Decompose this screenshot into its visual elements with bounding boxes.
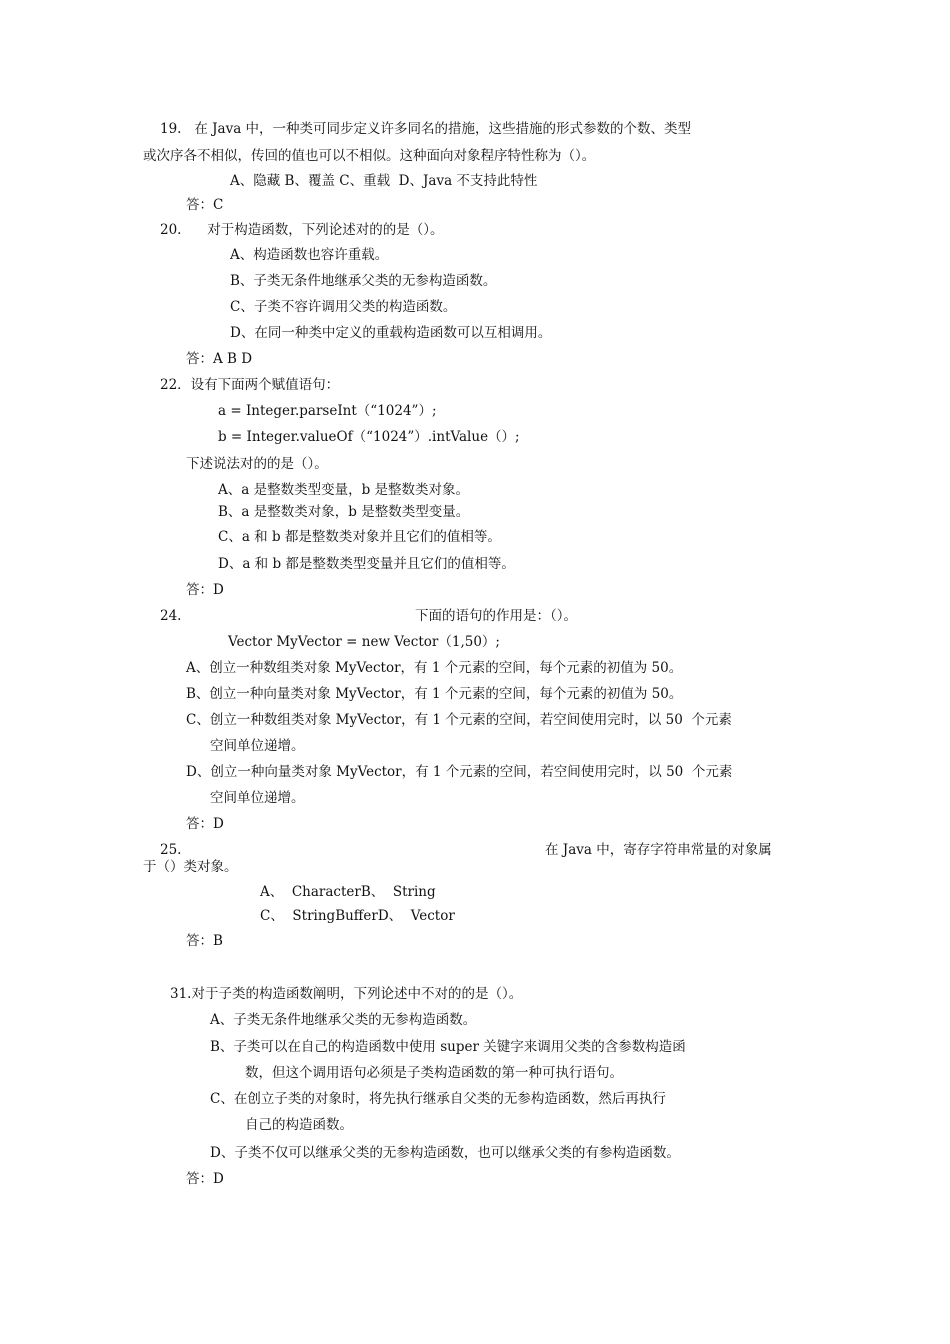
q31-option-c-2: 自己的构造函数。	[245, 1117, 353, 1133]
q24-option-d-1: D、创立一种向量类对象 MyVector，有 1 个元素的空间，若空间使用完时，以 50 个元素	[186, 764, 733, 780]
q24-number: 24.	[160, 608, 182, 624]
q31-option-b-2: 数，但这个调用语句必须是子类构造函数的第一种可执行语句。	[245, 1065, 623, 1081]
q24-stem: 下面的语句的作用是：（）。	[415, 608, 577, 624]
q20-option-c: C、子类不容许调用父类的构造函数。	[230, 299, 457, 315]
q31-option-a: A、子类无条件地继承父类的无参构造函数。	[210, 1012, 477, 1028]
q20-option-a: A、构造函数也容许重载。	[230, 247, 389, 263]
q19-stem-2: 或次序各不相似，传回的值也可以不相似。这种面向对象程序特性称为（）。	[143, 148, 596, 164]
q22-stem: 22．设有下面两个赋值语句：	[160, 377, 340, 393]
q25-stem-1: 在 Java 中，寄存字符串常量的对象属	[545, 842, 772, 858]
q24-answer: 答：D	[186, 816, 224, 832]
q22-prompt: 下述说法对的的是（）。	[186, 456, 328, 472]
q25-number: 25.	[160, 842, 182, 858]
q24-option-d-2: 空间单位递增。	[210, 790, 305, 806]
q19-stem-1: 19. 在 Java 中，一种类可同步定义许多同名的措施，这些措施的形式参数的个数、类型	[160, 121, 692, 137]
q31-option-c-1: C、在创立子类的对象时，将先执行继承自父类的无参构造函数，然后再执行	[210, 1091, 666, 1107]
q31-answer: 答：D	[186, 1171, 224, 1187]
q20-stem: 20. 对于构造函数，下列论述对的的是（）。	[160, 222, 444, 238]
q24-option-b: B、创立一种向量类对象 MyVector，有 1 个元素的空间，每个元素的初值为 50。	[186, 686, 683, 702]
q22-option-b: B、a 是整数类对象，b 是整数类型变量。	[218, 504, 470, 520]
q31-option-b-1: B、子类可以在自己的构造函数中使用 super 关键字来调用父类的含参数构造函	[210, 1039, 686, 1055]
q19-answer: 答：C	[186, 197, 224, 213]
q24-code: Vector MyVector = new Vector（1,50）;	[228, 634, 500, 650]
q31-stem: 31.对于子类的构造函数阐明，下列论述中不对的的是（）。	[170, 986, 523, 1002]
q20-option-b: B、子类无条件地继承父类的无参构造函数。	[230, 273, 497, 289]
q25-options-1: A、 CharacterB、 String	[260, 884, 436, 900]
q20-answer: 答：A B D	[186, 351, 253, 367]
q24-option-c-1: C、创立一种数组类对象 MyVector，有 1 个元素的空间，若空间使用完时，以 50 个元素	[186, 712, 732, 728]
q31-option-d: D、子类不仅可以继承父类的无参构造函数，也可以继承父类的有参构造函数。	[210, 1145, 680, 1161]
q25-stem-2: 于（）类对象。	[143, 859, 238, 875]
q22-option-a: A、a 是整数类型变量，b 是整数类对象。	[218, 482, 470, 498]
q25-answer: 答：B	[186, 933, 223, 949]
q22-code-a: a = Integer.parseInt（“1024”）;	[218, 403, 437, 419]
q24-option-c-2: 空间单位递增。	[210, 738, 305, 754]
q25-options-2: C、 StringBufferD、 Vector	[260, 908, 455, 924]
q19-options: A、隐藏 B、覆盖 C、重载 D、Java 不支持此特性	[230, 173, 538, 189]
q22-option-d: D、a 和 b 都是整数类型变量并且它们的值相等。	[218, 556, 515, 572]
q22-code-b: b = Integer.valueOf（“1024”）.intValue（）;	[218, 429, 520, 445]
q24-option-a: A、创立一种数组类对象 MyVector，有 1 个元素的空间，每个元素的初值为 50。	[186, 660, 683, 676]
q20-option-d: D、在同一种类中定义的重载构造函数可以互相调用。	[230, 325, 552, 341]
q22-answer: 答：D	[186, 582, 224, 598]
q22-option-c: C、a 和 b 都是整数类对象并且它们的值相等。	[218, 529, 501, 545]
